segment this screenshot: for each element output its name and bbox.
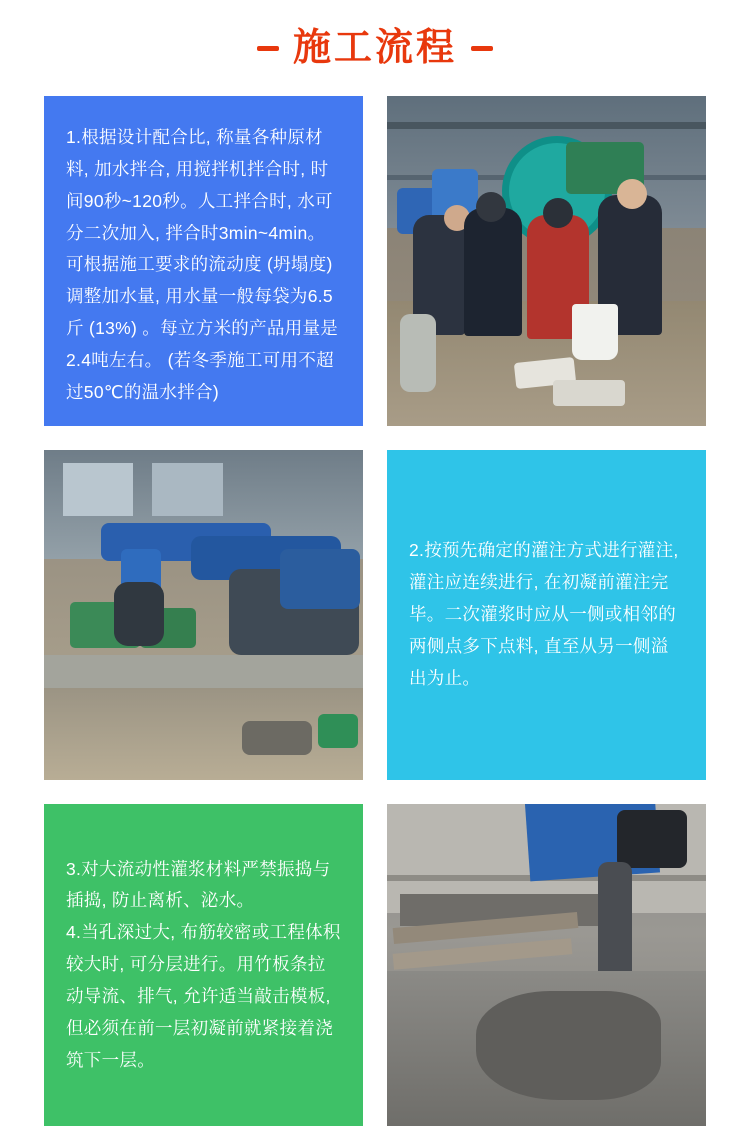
photo-3-hose	[598, 862, 632, 982]
photo-1-worker-b-head	[476, 192, 506, 222]
photo-3-plank-b	[393, 938, 572, 970]
photo-1	[387, 96, 706, 426]
grid-row-3	[44, 804, 706, 1126]
photo-2-window-a	[63, 463, 133, 516]
step-1-card	[44, 96, 363, 426]
photo-1-material-bag-b	[553, 380, 625, 406]
grid-row-1	[44, 96, 706, 426]
photo-3-motor-block	[617, 810, 687, 868]
photo-2-window-b	[152, 463, 222, 516]
title-dash-right	[471, 46, 493, 51]
photo-2	[44, 450, 363, 780]
photo-1-beam	[387, 122, 706, 129]
step-2-text: 2.按预先确定的灌注方式进行灌注, 灌注应连续进行, 在初凝前灌注完毕。二次灌浆时应从一侧或相邻的两侧点多下点料, 直至从另一侧溢出为止。	[409, 540, 679, 688]
photo-2-debris	[242, 721, 312, 755]
photo-2-concrete-base	[44, 655, 363, 688]
title-dash-left	[257, 46, 279, 51]
photo-3-wet-grout	[476, 991, 661, 1100]
photo-1-bucket	[572, 304, 618, 360]
photo-2-ground	[44, 688, 363, 780]
step-2-card	[387, 450, 706, 780]
photo-2-worker	[114, 582, 164, 646]
step-4-text: 4.当孔深过大, 布筋较密或工程体积较大时, 可分层进行。用竹板条拉动导流、排气, 允许适当敲击模板, 但必须在前一层初凝前就紧接着浇筑下一层。	[66, 922, 341, 1070]
photo-2-basket	[318, 714, 358, 748]
photo-3	[387, 804, 706, 1126]
photo-1-gas-tank	[400, 314, 436, 392]
title-text: 施工流程	[292, 27, 457, 69]
page-title	[0, 0, 750, 96]
grid-row-2	[44, 450, 706, 780]
photo-1-worker-d-head	[617, 179, 647, 209]
photo-1-worker-b-body	[464, 208, 522, 336]
content-grid	[0, 96, 750, 1126]
step-3-text: 3.对大流动性灌浆材料严禁振捣与插捣, 防止离析、泌水。	[66, 858, 331, 911]
step-3-card	[44, 804, 363, 1126]
photo-2-drum-secondary	[280, 549, 360, 609]
step-1-text: 1.根据设计配合比, 称量各种原材料, 加水拌合, 用搅拌机拌合时, 时间90秒~120秒。人工拌合时, 水可分二次加入, 拌合时3min~4min。可根据施工要求的流动度 (坍塌度) 调整加水量, 用水量一般每袋为6.5斤 (13%) 。每立方米的产品用量是2.4吨左右。 (若冬季施工可用不超过50℃的温水拌合)	[66, 127, 339, 402]
